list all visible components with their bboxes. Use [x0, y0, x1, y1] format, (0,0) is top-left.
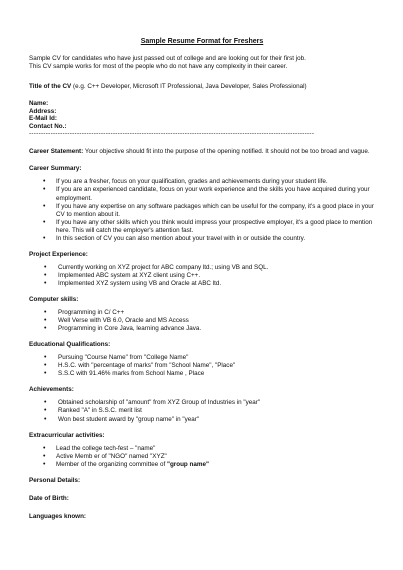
list-item: • Won best student award by "group name" in "year": [58, 416, 375, 424]
intro-line-2: This CV sample works for most of the people who do not have any complexity in their career.: [29, 63, 288, 70]
career-summary-section: [29, 165, 375, 242]
list-item: • H.S.C. with "percentage of marks" from "School Name", "Place": [58, 362, 375, 370]
career-statement-label: Career Statement:: [29, 148, 84, 156]
career-summary-heading: Career Summary:: [29, 165, 82, 173]
list-item: • S.S.C with 91.46% marks from School Name , Place: [58, 370, 375, 378]
computer-skills-section: [29, 296, 375, 333]
list-item: • Programming in C/ C++: [58, 309, 375, 317]
list-item: • Active Memb er of "NGO" named "XYZ": [56, 453, 375, 461]
achievements-section: [29, 386, 375, 423]
project-experience-heading: Project Experience:: [29, 250, 88, 258]
extracurricular-heading: Extracurricular activities:: [29, 431, 105, 439]
list-item: • Implemented ABC system at XYZ client using C++.: [58, 272, 375, 280]
extracurricular-list: [29, 445, 375, 469]
list-item: • Pursuing "Course Name" from "College Name": [58, 354, 375, 362]
cv-title-example: (e.g. C++ Developer, Microsoft IT Professional, Java Developer, Sales Professional): [71, 83, 307, 91]
list-item: • In this section of CV you can also mention about your travel with in or outside the country.: [56, 235, 375, 243]
computer-skills-heading: Computer skills:: [29, 295, 79, 303]
education-heading: Educational Qualifications:: [29, 341, 111, 349]
list-item: • If you have any expertise on any software packages which can be useful for the company, it's a good place in your CV to mention about it.: [56, 203, 375, 219]
name-label: Name:: [29, 100, 49, 108]
personal-details-heading: Personal Details:: [29, 476, 81, 484]
achievements-heading: Achievements:: [29, 386, 74, 394]
list-item: • If you are a fresher, focus on your qualification, grades and achievements during your student life.: [56, 178, 375, 186]
intro-paragraph: [29, 55, 375, 71]
address-label: Address:: [29, 107, 57, 115]
achievements-list: [29, 399, 375, 423]
career-summary-list: [29, 178, 375, 242]
education-list: [29, 354, 375, 378]
project-experience-section: [29, 251, 375, 288]
list-item: • Well Verse with VB 6.0, Oracle and MS Access: [58, 317, 375, 325]
document-title: Sample Resume Format for Freshers: [140, 38, 264, 45]
languages-known-label: Languages known:: [29, 512, 87, 520]
project-experience-list: [29, 264, 375, 288]
list-item: • Programming in Core Java, learning advance Java.: [58, 325, 375, 333]
career-statement: [29, 148, 375, 156]
cv-title-label: Title of the CV: [29, 83, 72, 91]
dotted-divider: -----------------------------------------------------------------------------------------------------------------------: [29, 130, 315, 138]
list-item: [56, 461, 375, 469]
contact-block: [29, 100, 375, 130]
committee-text: Member of the organizing committee of: [56, 460, 167, 468]
list-item: • Currently working on XYZ project for ABC company ltd.; using VB and SQL.: [58, 264, 375, 272]
list-item: • Obtained scholarship of "amount" from XYZ Group of Industries in "year": [58, 399, 375, 407]
list-item: • If you are an experienced candidate, focus on your work experience and the skills you have acquired during your employment.: [56, 186, 375, 202]
extracurricular-section: [29, 432, 375, 469]
intro-line-1: Sample CV for candidates who have just passed out of college and are looking out for their first job.: [29, 54, 306, 62]
list-item: • Ranked "A" in S.S.C. merit list: [58, 407, 375, 415]
cv-title-line: [29, 83, 375, 91]
list-item: • Implemented XYZ system using VB and Oracle at ABC ltd.: [58, 280, 375, 288]
education-section: [29, 341, 375, 378]
contact-number-label: Contact No.:: [29, 122, 67, 130]
date-of-birth-label: Date of Birth:: [29, 494, 69, 502]
email-label: E-Mail Id:: [29, 115, 57, 123]
computer-skills-list: [29, 309, 375, 333]
list-item: • Lead the college tech-fest – "name": [56, 445, 375, 453]
career-statement-text: Your objective should fit into the purpose of the opening notified. It should not be too broad and vague.: [83, 148, 370, 156]
list-item: • If you have any other skills which you think would impress your prospective employer, it's a good place to mention here. This will catch the employer's attention fast.: [56, 219, 375, 235]
group-name: "group name": [166, 460, 209, 468]
